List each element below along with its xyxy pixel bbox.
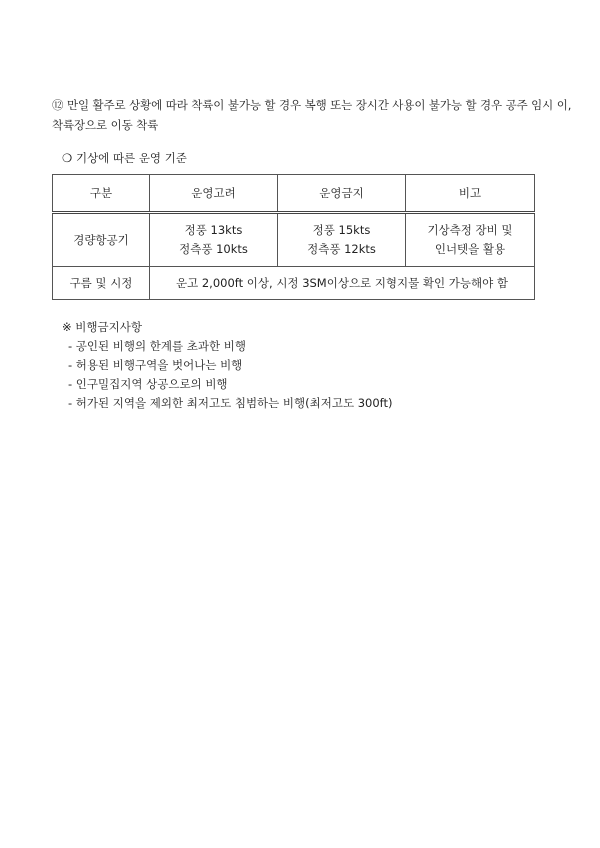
notes-title: ※ 비행금지사항 xyxy=(62,320,142,334)
prohibit-crosswind: 정측풍 12kts xyxy=(307,242,376,256)
list-item: - 인구밀집지역 상공으로의 비행 xyxy=(68,377,228,391)
remark-cell xyxy=(406,213,535,267)
visibility-criteria-cell: 운고 2,000ft 이상, 시정 3SM이상으로 지형지물 확인 가능해야 함 xyxy=(150,267,535,300)
header-consider: 운영고려 xyxy=(150,175,278,213)
remark-line-1: 기상측정 장비 및 xyxy=(427,223,513,237)
header-category: 구분 xyxy=(53,175,150,213)
list-item: - 공인된 비행의 한계를 초과한 비행 xyxy=(68,339,246,353)
row-category: 경량항공기 xyxy=(53,213,150,267)
weather-criteria-table xyxy=(52,174,535,300)
table-header-row xyxy=(53,175,535,213)
table-row xyxy=(53,213,535,267)
row-category: 구름 및 시정 xyxy=(53,267,150,300)
section-heading: ❍ 기상에 따른 운영 기준 xyxy=(62,151,187,165)
consider-headwind: 정풍 13kts xyxy=(184,223,243,237)
consider-cell xyxy=(150,213,278,267)
header-remark: 비고 xyxy=(406,175,535,213)
list-item: - 허용된 비행구역을 벗어나는 비행 xyxy=(68,358,243,372)
header-prohibit: 운영금지 xyxy=(278,175,406,213)
runway-paragraph: ⑫ 만일 활주로 상황에 따라 착륙이 불가능 할 경우 복행 또는 장시간 사용이 불가능 할 경우 공주 임시 이, 착륙장으로 이동 착륙 xyxy=(52,98,572,132)
prohibit-headwind: 정풍 15kts xyxy=(312,223,371,237)
prohibit-cell xyxy=(278,213,406,267)
prohibited-flight-notes xyxy=(62,318,393,413)
remark-line-2: 인너텟을 활용 xyxy=(434,242,506,256)
consider-crosswind: 정측풍 10kts xyxy=(179,242,248,256)
list-item: - 허가된 지역을 제외한 최저고도 침범하는 비행(최저고도 300ft) xyxy=(68,396,393,410)
table-row xyxy=(53,267,535,300)
